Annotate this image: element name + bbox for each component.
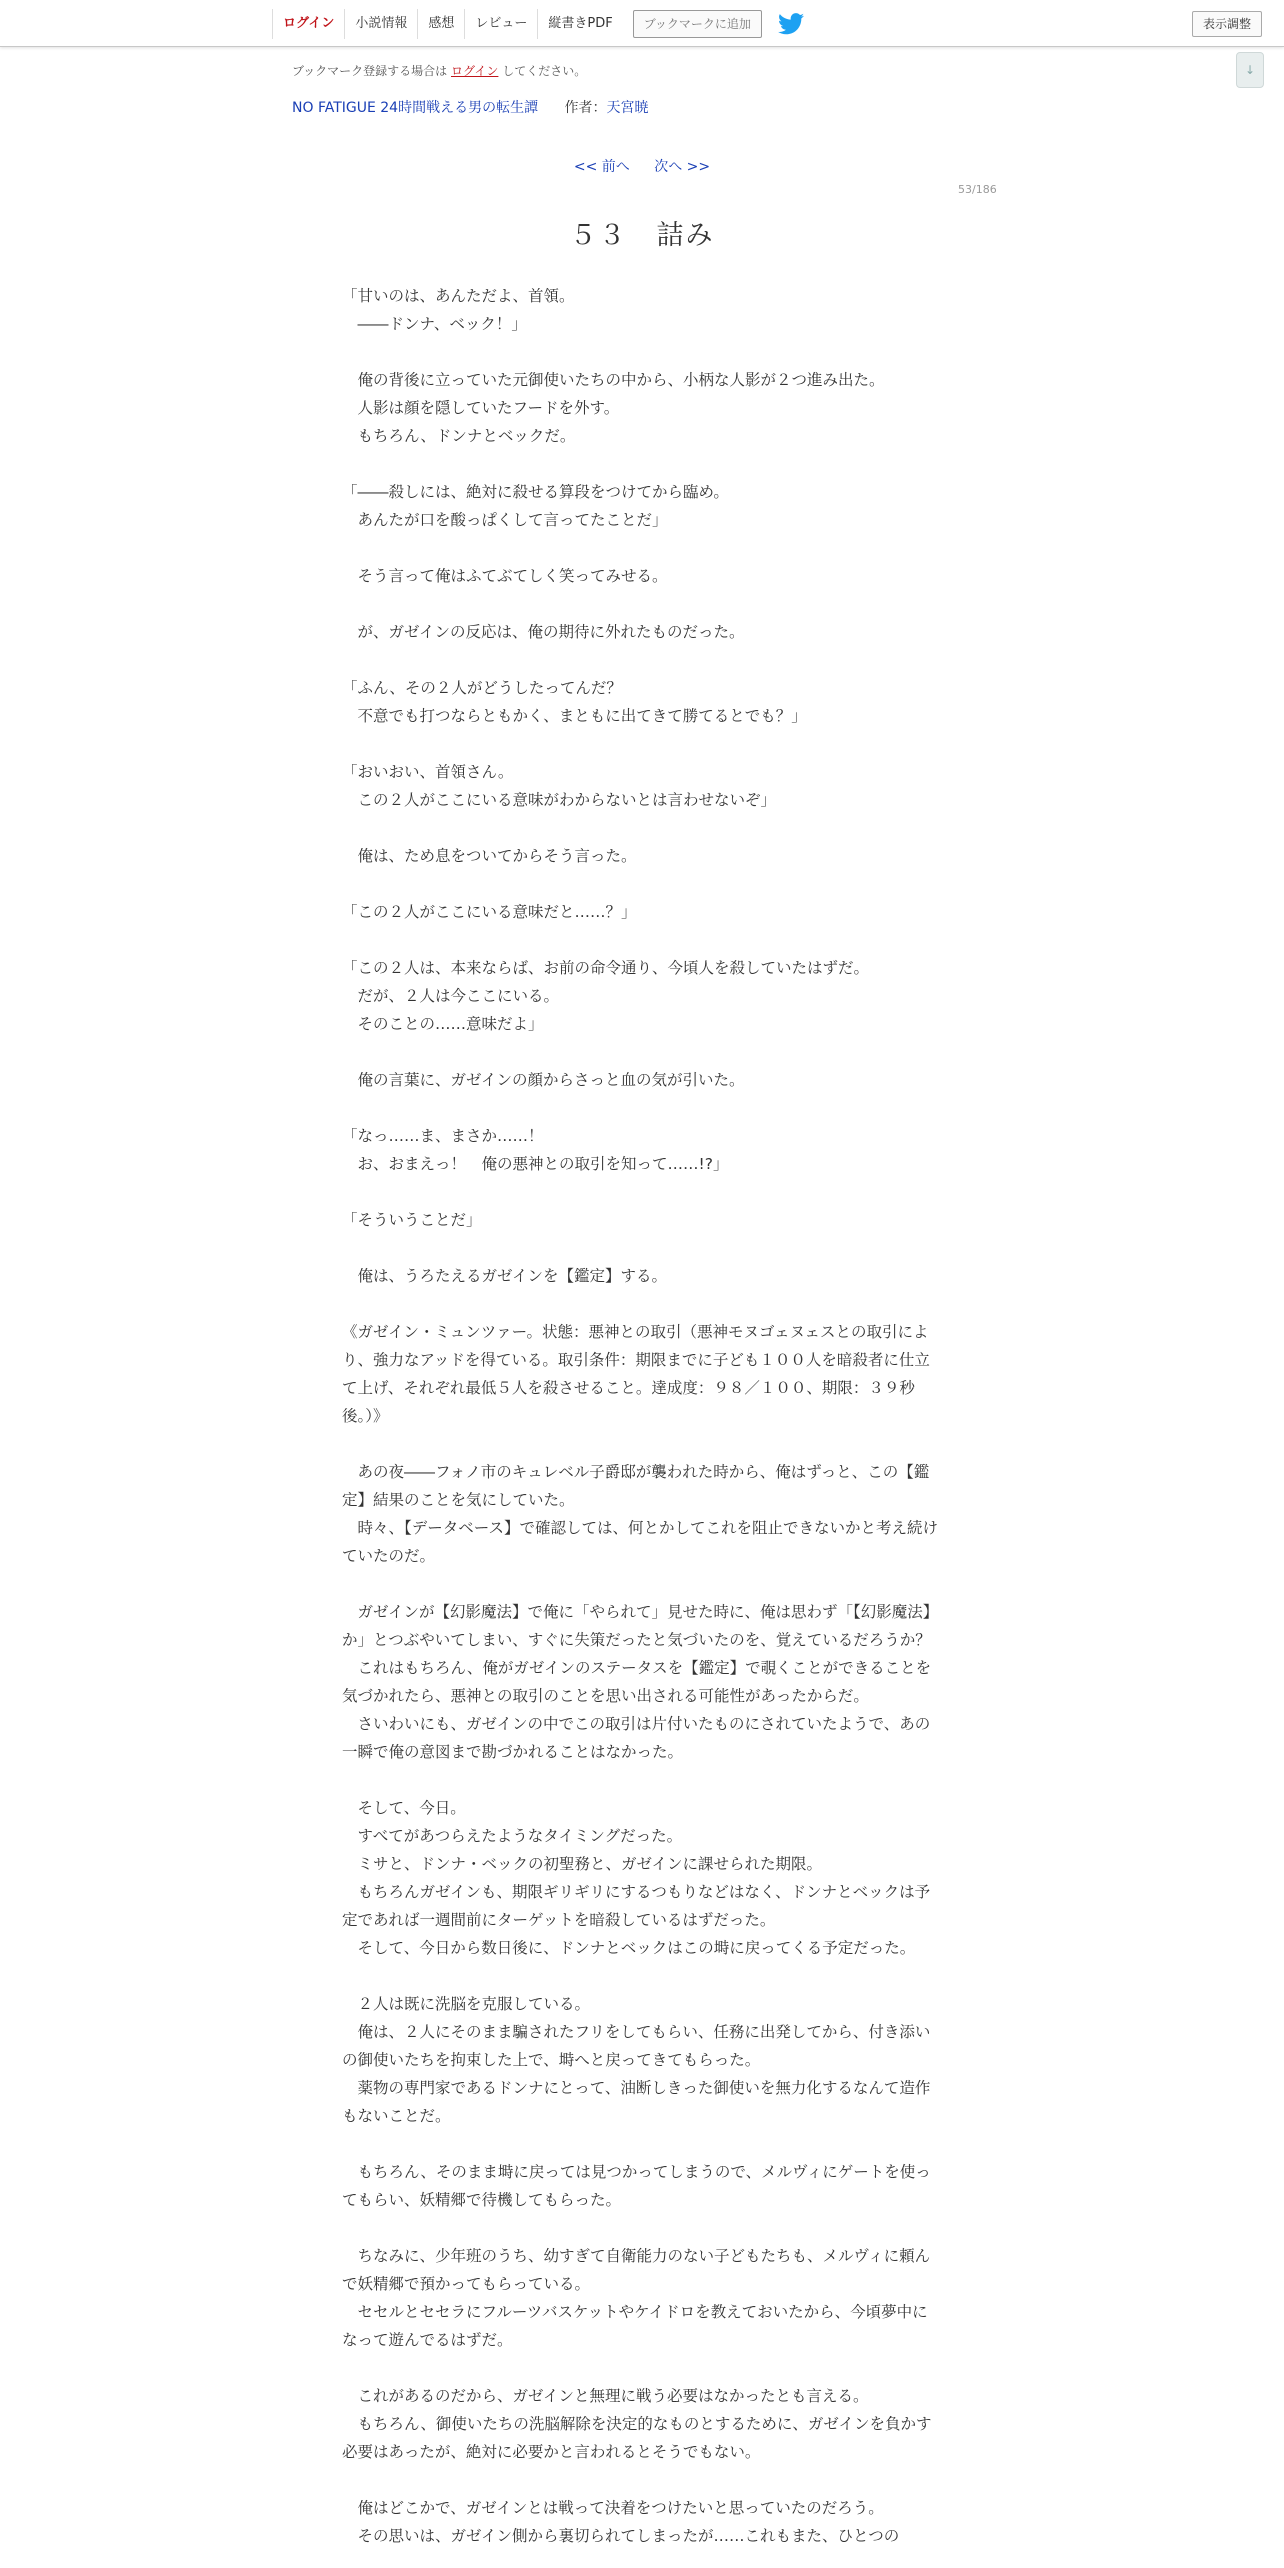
body-paragraph [342,534,938,562]
add-bookmark-button[interactable]: ブックマークに追加 [633,10,762,38]
body-paragraph: そして、今日から数日後に、ドンナとベックはこの塒に戻ってくる予定だった。 [342,1939,916,1957]
bookmark-notice-prefix: ブックマーク登録する場合は [292,64,448,78]
body-paragraph [342,2130,938,2158]
top-nav [272,8,804,40]
body-paragraph: だが、２人は今ここにいる。 [342,987,560,1005]
body-paragraph: 薬物の専門家であるドンナにとって、油断しきった御使いを無力化するなんて造作もないことだ。 [342,2079,931,2125]
body-paragraph: セセルとセセラにフルーツバスケットやケイドロを教えておいたから、今頃夢中になって遊んでるはずだ。 [342,2303,928,2349]
body-paragraph: お、おまえっ！ 俺の悪神との取引を知って……!?」 [342,1155,729,1173]
display-adjust-button[interactable]: 表示調整 [1192,11,1262,37]
nav-vertical-pdf[interactable]: 縦書きPDF [537,9,622,39]
page-count: 53/186 [958,183,997,196]
body-paragraph: 「なっ……ま、まさか……！ [342,1127,544,1145]
author-label: 作者： [564,100,607,116]
body-paragraph: もちろん、ドンナとベックだ。 [342,427,576,445]
body-paragraph [342,1178,938,1206]
body-paragraph [342,1962,938,1990]
pager [0,156,1284,176]
body-paragraph [342,2214,938,2242]
body-paragraph: 時々、【データベース】で確認しては、何とかしてこれを阻止できないかと考え続けていたのだ。 [342,1519,938,1565]
chapter-title: ５３ 詰み [569,220,715,251]
body-paragraph: 「甘いのは、あんただよ、首領。 [342,287,575,305]
nav-review[interactable]: レビュー [464,9,537,39]
author-link[interactable]: 天宮暁 [606,100,649,116]
scroll-down-button[interactable]: ↓ [1236,52,1264,88]
body-paragraph [342,450,938,478]
body-paragraph [342,590,938,618]
body-paragraph [342,870,938,898]
body-paragraph: そう言って俺はふてぶてしく笑ってみせる。 [342,567,668,585]
body-paragraph [342,1234,938,1262]
body-paragraph [342,1570,938,1598]
body-paragraph [342,926,938,954]
body-paragraph: あの夜――フォノ市のキュレベル子爵邸が襲われた時から、俺はずっと、この【鑑定】結果のことを気にしていた。 [342,1463,930,1509]
body-paragraph: 俺はどこかで、ガゼインとは戦って決着をつけたいと思っていたのだろう。 [342,2499,884,2517]
body-paragraph: が、ガゼインの反応は、俺の期待に外れたものだった。 [342,623,745,641]
body-paragraph: ミサと、ドンナ・ベックの初聖務と、ガゼインに課せられた期限。 [342,1855,823,1873]
body-paragraph [342,1766,938,1794]
body-paragraph [342,1430,938,1458]
body-paragraph: 俺の言葉に、ガゼインの顔からさっと血の気が引いた。 [342,1071,745,1089]
body-paragraph: さいわいにも、ガゼインの中でこの取引は片付いたものにされていたようで、あの一瞬で俺の意図まで勘づかれることはなかった。 [342,1715,931,1761]
body-paragraph: これはもちろん、俺がガゼインのステータスを【鑑定】で覗くことができることを気づかれたら、悪神との取引のことを思い出される可能性があったからだ。 [342,1659,932,1705]
body-paragraph: 「ふん、その２人がどうしたってんだ？ [342,679,622,697]
nav-impressions[interactable]: 感想 [417,9,464,39]
body-paragraph [342,2466,938,2494]
bookmark-notice-suffix: してください。 [502,64,587,78]
body-paragraph: これがあるのだから、ガゼインと無理に戦う必要はなかったとも言える。 [342,2387,869,2405]
body-paragraph: 「この２人は、本来ならば、お前の命令通り、今頃人を殺していたはずだ。 [342,959,870,977]
body-paragraph [342,2354,938,2382]
body-paragraph: 俺は、うろたえるガゼインを【鑑定】する。 [342,1267,668,1285]
body-paragraph: 俺は、２人にそのまま騙されたフリをしてもらい、任務に出発してから、付き添いの御使いたちを拘束した上で、塒へと戻ってきてもらった。 [342,2023,931,2069]
body-paragraph: この２人がここにいる意味がわからないとは言わせないぞ」 [342,791,777,809]
body-paragraph [342,814,938,842]
top-bar [0,0,1284,47]
body-paragraph [342,1038,938,1066]
body-paragraph: 「この２人がここにいる意味だと……？」 [342,903,637,921]
body-paragraph [342,730,938,758]
novel-header [292,97,649,117]
body-paragraph [342,1094,938,1122]
body-paragraph: 俺の背後に立っていた元御使いたちの中から、小柄な人影が２つ進み出た。 [342,371,885,389]
body-paragraph: もちろん、御使いたちの洗脳解除を決定的なものとするために、ガゼインを負かす必要はあったが、絶対に必要かと言われるとそうでもない。 [342,2415,932,2461]
body-paragraph: ――ドンナ、ベック！」 [342,315,527,333]
novel-body [342,282,938,2550]
bookmark-notice [292,62,586,79]
body-paragraph: その思いは、ガゼイン側から裏切られてしまったが……これもまた、ひとつの [342,2527,900,2545]
body-paragraph: もちろん、そのまま塒に戻っては見つかってしまうので、メルヴィにゲートを使ってもらい、妖精郷で待機してもらった。 [342,2163,931,2209]
body-paragraph [342,646,938,674]
body-paragraph: ガゼインが【幻影魔法】で俺に「やられて」見せた時に、俺は思わず「【幻影魔法】か」とつぶやいてしまい、すぐに失策だったと気づいたのを、覚えているだろうか？ [342,1603,931,1649]
body-paragraph: ２人は既に洗脳を克服している。 [342,1995,591,2013]
nav-login[interactable]: ログイン [272,9,344,39]
body-paragraph: 「――殺しには、絶対に殺せる算段をつけてから臨め。 [342,483,729,501]
body-paragraph: そのことの……意味だよ」 [342,1015,544,1033]
body-paragraph: そして、今日。 [342,1799,466,1817]
body-paragraph: 人影は顔を隠していたフードを外す。 [342,399,620,417]
body-paragraph: ちなみに、少年班のうち、幼すぎて自衛能力のない子どもたちも、メルヴィに頼んで妖精郷で預かってもらっている。 [342,2247,931,2293]
body-paragraph: もちろんガゼインも、期限ギリギリにするつもりなどはなく、ドンナとベックは予定であれば一週間前にターゲットを暗殺しているはずだった。 [342,1883,931,1929]
body-paragraph: あんたが口を酸っぱくして言ってたことだ」 [342,511,668,529]
body-paragraph: 不意でも打つならともかく、まともに出てきて勝てるとでも？」 [342,707,807,725]
novel-title-link[interactable]: NO FATIGUE 24時間戦える男の転生譚 [292,100,539,116]
bookmark-notice-login-link[interactable]: ログイン [451,64,499,78]
body-paragraph [342,1290,938,1318]
body-paragraph: 俺は、ため息をついてからそう言った。 [342,847,637,865]
body-paragraph: すべてがあつらえたようなタイミングだった。 [342,1827,683,1845]
prev-page-link[interactable]: << 前へ [573,159,630,175]
body-paragraph [342,338,938,366]
body-paragraph: 「おいおい、首領さん。 [342,763,514,781]
body-paragraph: 《ガゼイン・ミュンツァー。状態：悪神との取引（悪神モヌゴェヌェスとの取引により、強力なアッドを得ている。取引条件：期限までに子ども１００人を暗殺者に仕立て上げ、それぞれ最低５人を殺させること。達成度：９８／１００、期限：３９秒後。）》 [342,1323,930,1425]
twitter-icon[interactable] [778,13,804,35]
body-paragraph: 「そういうことだ」 [342,1211,482,1229]
next-page-link[interactable]: 次へ >> [654,159,711,175]
nav-novel-info[interactable]: 小説情報 [344,9,417,39]
